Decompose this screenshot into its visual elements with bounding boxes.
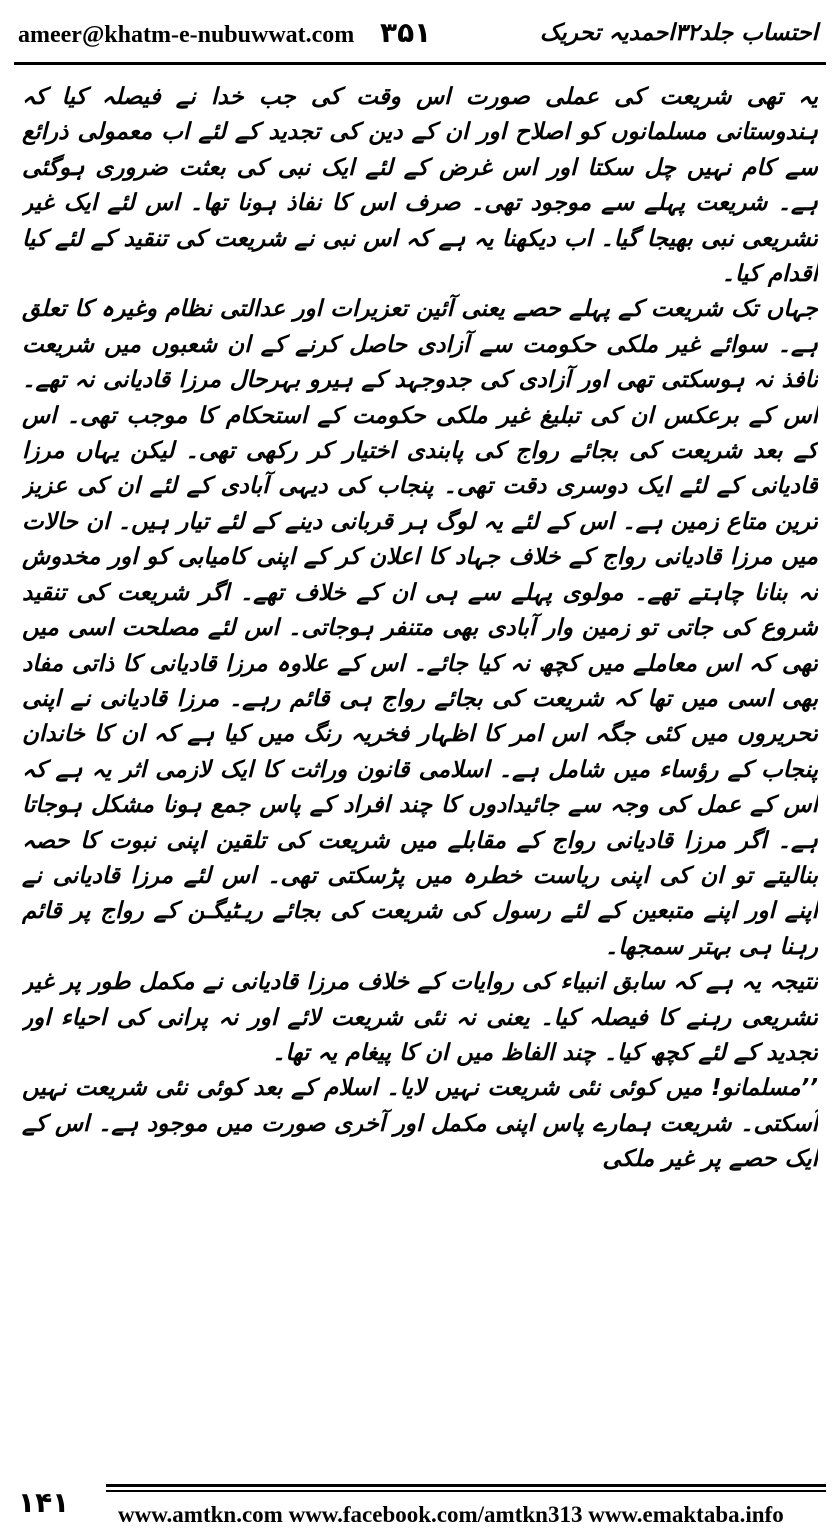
page-footer <box>10 1484 830 1534</box>
footer-links: www.amtkn.com www.facebook.com/amtkn313 www.emaktaba.info <box>118 1502 784 1527</box>
paragraph-2: جہاں تک شریعت کے پہلے حصے یعنی آئین تعزیرات اور عدالتی نظام وغیرہ کا تعلق ہے۔ سوائے غیر ملکی حکومت سے آزادی حاصل کرنے کے ان شعبوں میں شریعت نافذ نہ ہوسکتی تھی اور آزادی کی جدوجہد کے ہیرو بہرحال مرزا قادیانی نہ تھے۔ اس کے برعکس ان کی تبلیغ غیر ملکی حکومت کے استحکام کا موجب تھی۔ اس کے بعد شریعت کی بجائے رواج کی پابندی اختیار کر رکھی تھی۔ لیکن یہاں مرزا قادیانی کے لئے ایک دوسری دقت تھی۔ پنجاب کی دیہی آبادی کے لئے ان کی عزیز ترین متاع زمین ہے۔ اس کے لئے یہ لوگ ہر قربانی دینے کے لئے تیار ہیں۔ ان حالات میں مرزا قادیانی رواج کے خلاف جہاد کا اعلان کر کے اپنی کامیابی کو اور مخدوش نہ بنانا چاہتے تھے۔ مولوی پہلے سے ہی ان کے خلاف تھے۔ اگر شریعت کی تنقید شروع کی جاتی تو زمین وار آبادی بھی متنفر ہوجاتی۔ اس لئے مصلحت اسی میں تھی کہ اس معاملے میں کچھ نہ کیا جائے۔ اس کے علاوہ مرزا قادیانی کا ذاتی مفاد بھی اسی میں تھا کہ شریعت کی بجائے رواج ہی قائم رہے۔ مرزا قادیانی نے اپنی تحریروں میں کئی جگہ اس امر کا اظہار فخریہ رنگ میں کیا ہے کہ ان کا خاندان پنجاب کے رؤساء میں شامل ہے۔ اسلامی قانون وراثت کا ایک لازمی اثر یہ ہے کہ اس کے عمل کی وجہ سے جائیدادوں کا چند افراد کے پاس جمع ہونا مشکل ہوجاتا ہے۔ اگر مرزا قادیانی رواج کے مقابلے میں شریعت کی تلقین اپنی نبوت کا حصہ بنالیتے تو ان کی اپنی ریاست خطرہ میں پڑسکتی تھی۔ اس لئے مرزا قادیانی نے اپنے اور اپنے متبعین کے لئے رسول کی شریعت کی بجائے ریـٹیگـن کے رواج پر قائم رہنا ہی بہتر سمجھا۔ <box>22 296 818 960</box>
header-book-title: احتساب جلد۳۲احمدیہ تحریک <box>539 20 818 46</box>
footer-rule <box>106 1484 826 1487</box>
header-email: ameer@khatm-e-nubuwwat.com <box>18 22 355 48</box>
footer-page-number: ۱۴۱ <box>18 1486 70 1519</box>
paragraph-4: ’’مسلمانو! میں کوئی نئی شریعت نہیں لایا۔ اسلام کے بعد کوئی نئی شریعت نہیں آسکتی۔ شریعت ہمارے پاس اپنی مکمل اور آخری صورت میں موجود ہے۔ اس کے ایک حصے پر غیر ملکی <box>22 1075 818 1173</box>
paragraph-1: یہ تھی شریعت کی عملی صورت اس وقت کی جب خدا نے فیصلہ کیا کہ ہندوستانی مسلمانوں کو اصلاح اور ان کے دین کی تجدید کے لئے اب معمولی ذرائع سے کام نہیں چل سکتا اور اس غرض کے لئے ایک نبی کی بعثت ضروری ہوگئی ہے۔ شریعت پہلے سے موجود تھی۔ صرف اس کا نفاذ ہونا تھا۔ اس لئے ایک غیر تشریعی نبی بھیجا گیا۔ اب دیکھنا یہ ہے کہ اس نبی نے شریعت کی تنقید کے لئے کیا اقدام کیا۔ <box>22 84 818 288</box>
body-text <box>22 80 818 1470</box>
page-header <box>10 8 830 58</box>
header-page-number: ۳۵۱ <box>380 16 432 49</box>
paragraph-3: نتیجہ یہ ہے کہ سابق انبیاء کی روایات کے خلاف مرزا قادیانی نے مکمل طور پر غیر تشریعی رہنے کا فیصلہ کیا۔ یعنی نہ نئی شریعت لائے اور نہ پرانی کی احیاء اور تجدید کے لئے کچھ کیا۔ چند الفاظ میں ان کا پیغام یہ تھا۔ <box>22 969 818 1066</box>
header-rule <box>14 62 826 65</box>
footer-rule-thin <box>106 1490 826 1492</box>
